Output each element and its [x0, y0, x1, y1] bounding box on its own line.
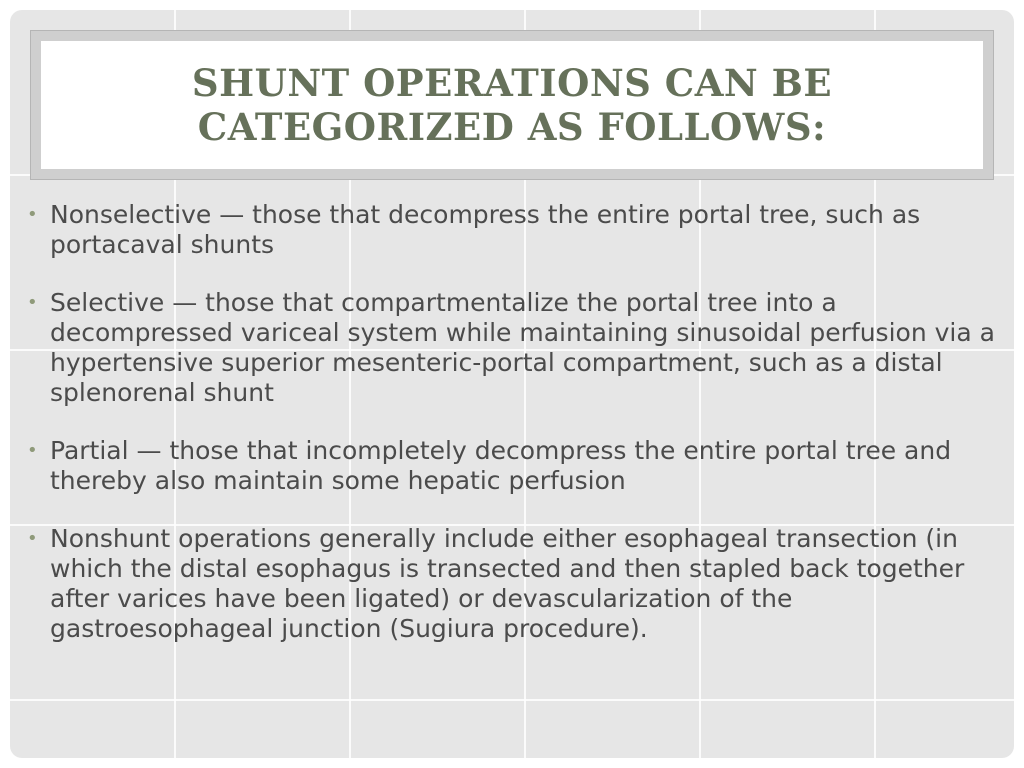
- bullet-item-nonshunt: [26, 524, 1012, 644]
- bullet-icon: •: [27, 440, 38, 461]
- bullet-text: Nonselective — those that decompress the entire portal tree, such as portacaval shunts: [50, 200, 921, 259]
- slide-content: [26, 200, 1012, 672]
- bullet-item-selective: [26, 288, 1012, 408]
- bullet-text: Selective — those that compartmentalize the portal tree into a decompressed variceal system while maintaining sinusoidal perfusion via a hypertensive superior mesenteric-portal compartment, such as a distal splenorenal shunt: [50, 288, 995, 407]
- bullet-list: [26, 200, 1012, 644]
- title-box: [41, 41, 983, 169]
- bullet-icon: •: [27, 528, 38, 549]
- bullet-text: Partial — those that incompletely decompress the entire portal tree and thereby also maintain some hepatic perfusion: [50, 436, 952, 495]
- bullet-icon: •: [27, 204, 38, 225]
- slide-title: SHUNT OPERATIONS CAN BE CATEGORIZED AS FOLLOWS:: [191, 60, 833, 149]
- bullet-icon: •: [27, 292, 38, 313]
- bullet-item-partial: [26, 436, 1012, 496]
- bullet-text: Nonshunt operations generally include either esophageal transection (in which the distal esophagus is transected and then stapled back together after varices have been ligated) or devascularization of the gastroesophageal junction (Sugiura procedure).: [50, 524, 965, 643]
- bullet-item-nonselective: [26, 200, 1012, 260]
- slide: [10, 10, 1014, 758]
- title-frame: [30, 30, 994, 180]
